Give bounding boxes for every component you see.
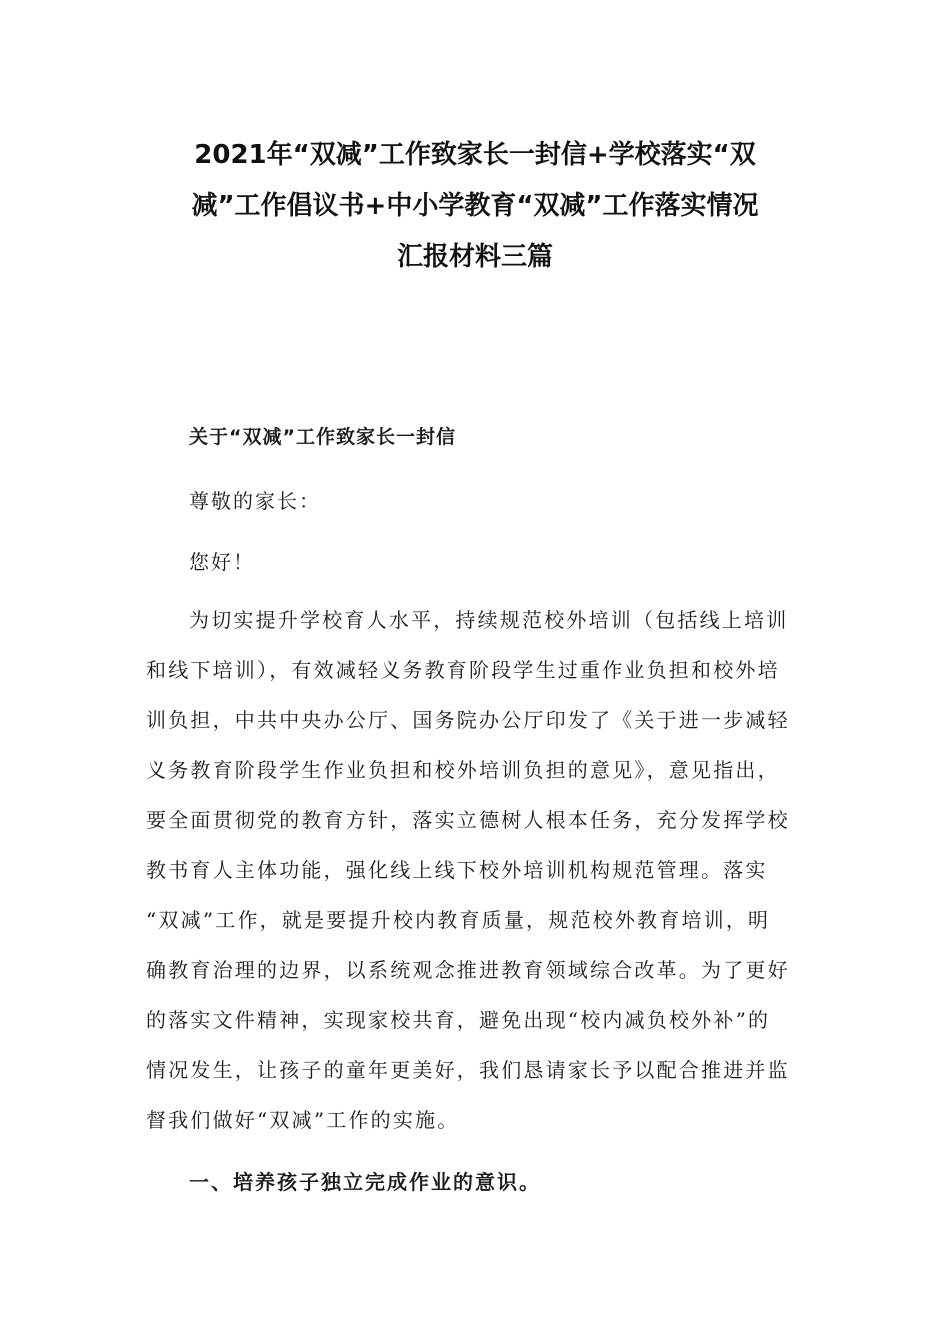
paragraph-line: 督我们做好“双减”工作的实施。 <box>146 1108 460 1132</box>
paragraph-line: 教书育人主体功能，强化线上线下校外培训机构规范管理。落实 <box>146 858 768 882</box>
title-line: 减”工作倡议书+中小学教育“双减”工作落实情况 <box>191 191 759 221</box>
salutation: 尊敬的家长： <box>189 489 321 513</box>
title-line: 汇报材料三篇 <box>396 242 553 272</box>
title-line: 2021年“双减”工作致家长一封信+学校落实“双 <box>194 140 756 170</box>
paragraph-line: 为切实提升学校育人水平，持续规范校外培训（包括线上培训 <box>189 608 789 632</box>
body-paragraph <box>146 607 806 1157</box>
paragraph-line: 情况发生，让孩子的童年更美好，我们恳请家长予以配合推进并监 <box>146 1058 790 1082</box>
greeting: 您好！ <box>189 550 255 574</box>
paragraph-line: 确教育治理的边界，以系统观念推进教育领域综合改革。为了更好 <box>146 958 790 982</box>
paragraph-line: “双减”工作，就是要提升校内教育质量，规范校外教育培训，明 <box>146 908 771 932</box>
document-title <box>140 130 810 283</box>
paragraph-line: 义务教育阶段学生作业负担和校外培训负担的意见》，意见指出， <box>146 758 780 782</box>
section-heading: 一、培养孩子独立完成作业的意识。 <box>189 1170 541 1194</box>
paragraph-line: 要全面贯彻党的教育方针，落实立德树人根本任务，充分发挥学校 <box>146 808 790 832</box>
paragraph-line: 训负担，中共中央办公厅、国务院办公厅印发了《关于进一步减轻 <box>146 708 790 732</box>
letter-heading: 关于“双减”工作致家长一封信 <box>189 426 456 448</box>
paragraph-line: 的落实文件精神，实现家校共育，避免出现“校内减负校外补”的 <box>146 1008 771 1032</box>
paragraph-line: 和线下培训），有效减轻义务教育阶段学生过重作业负担和校外培 <box>146 658 780 682</box>
